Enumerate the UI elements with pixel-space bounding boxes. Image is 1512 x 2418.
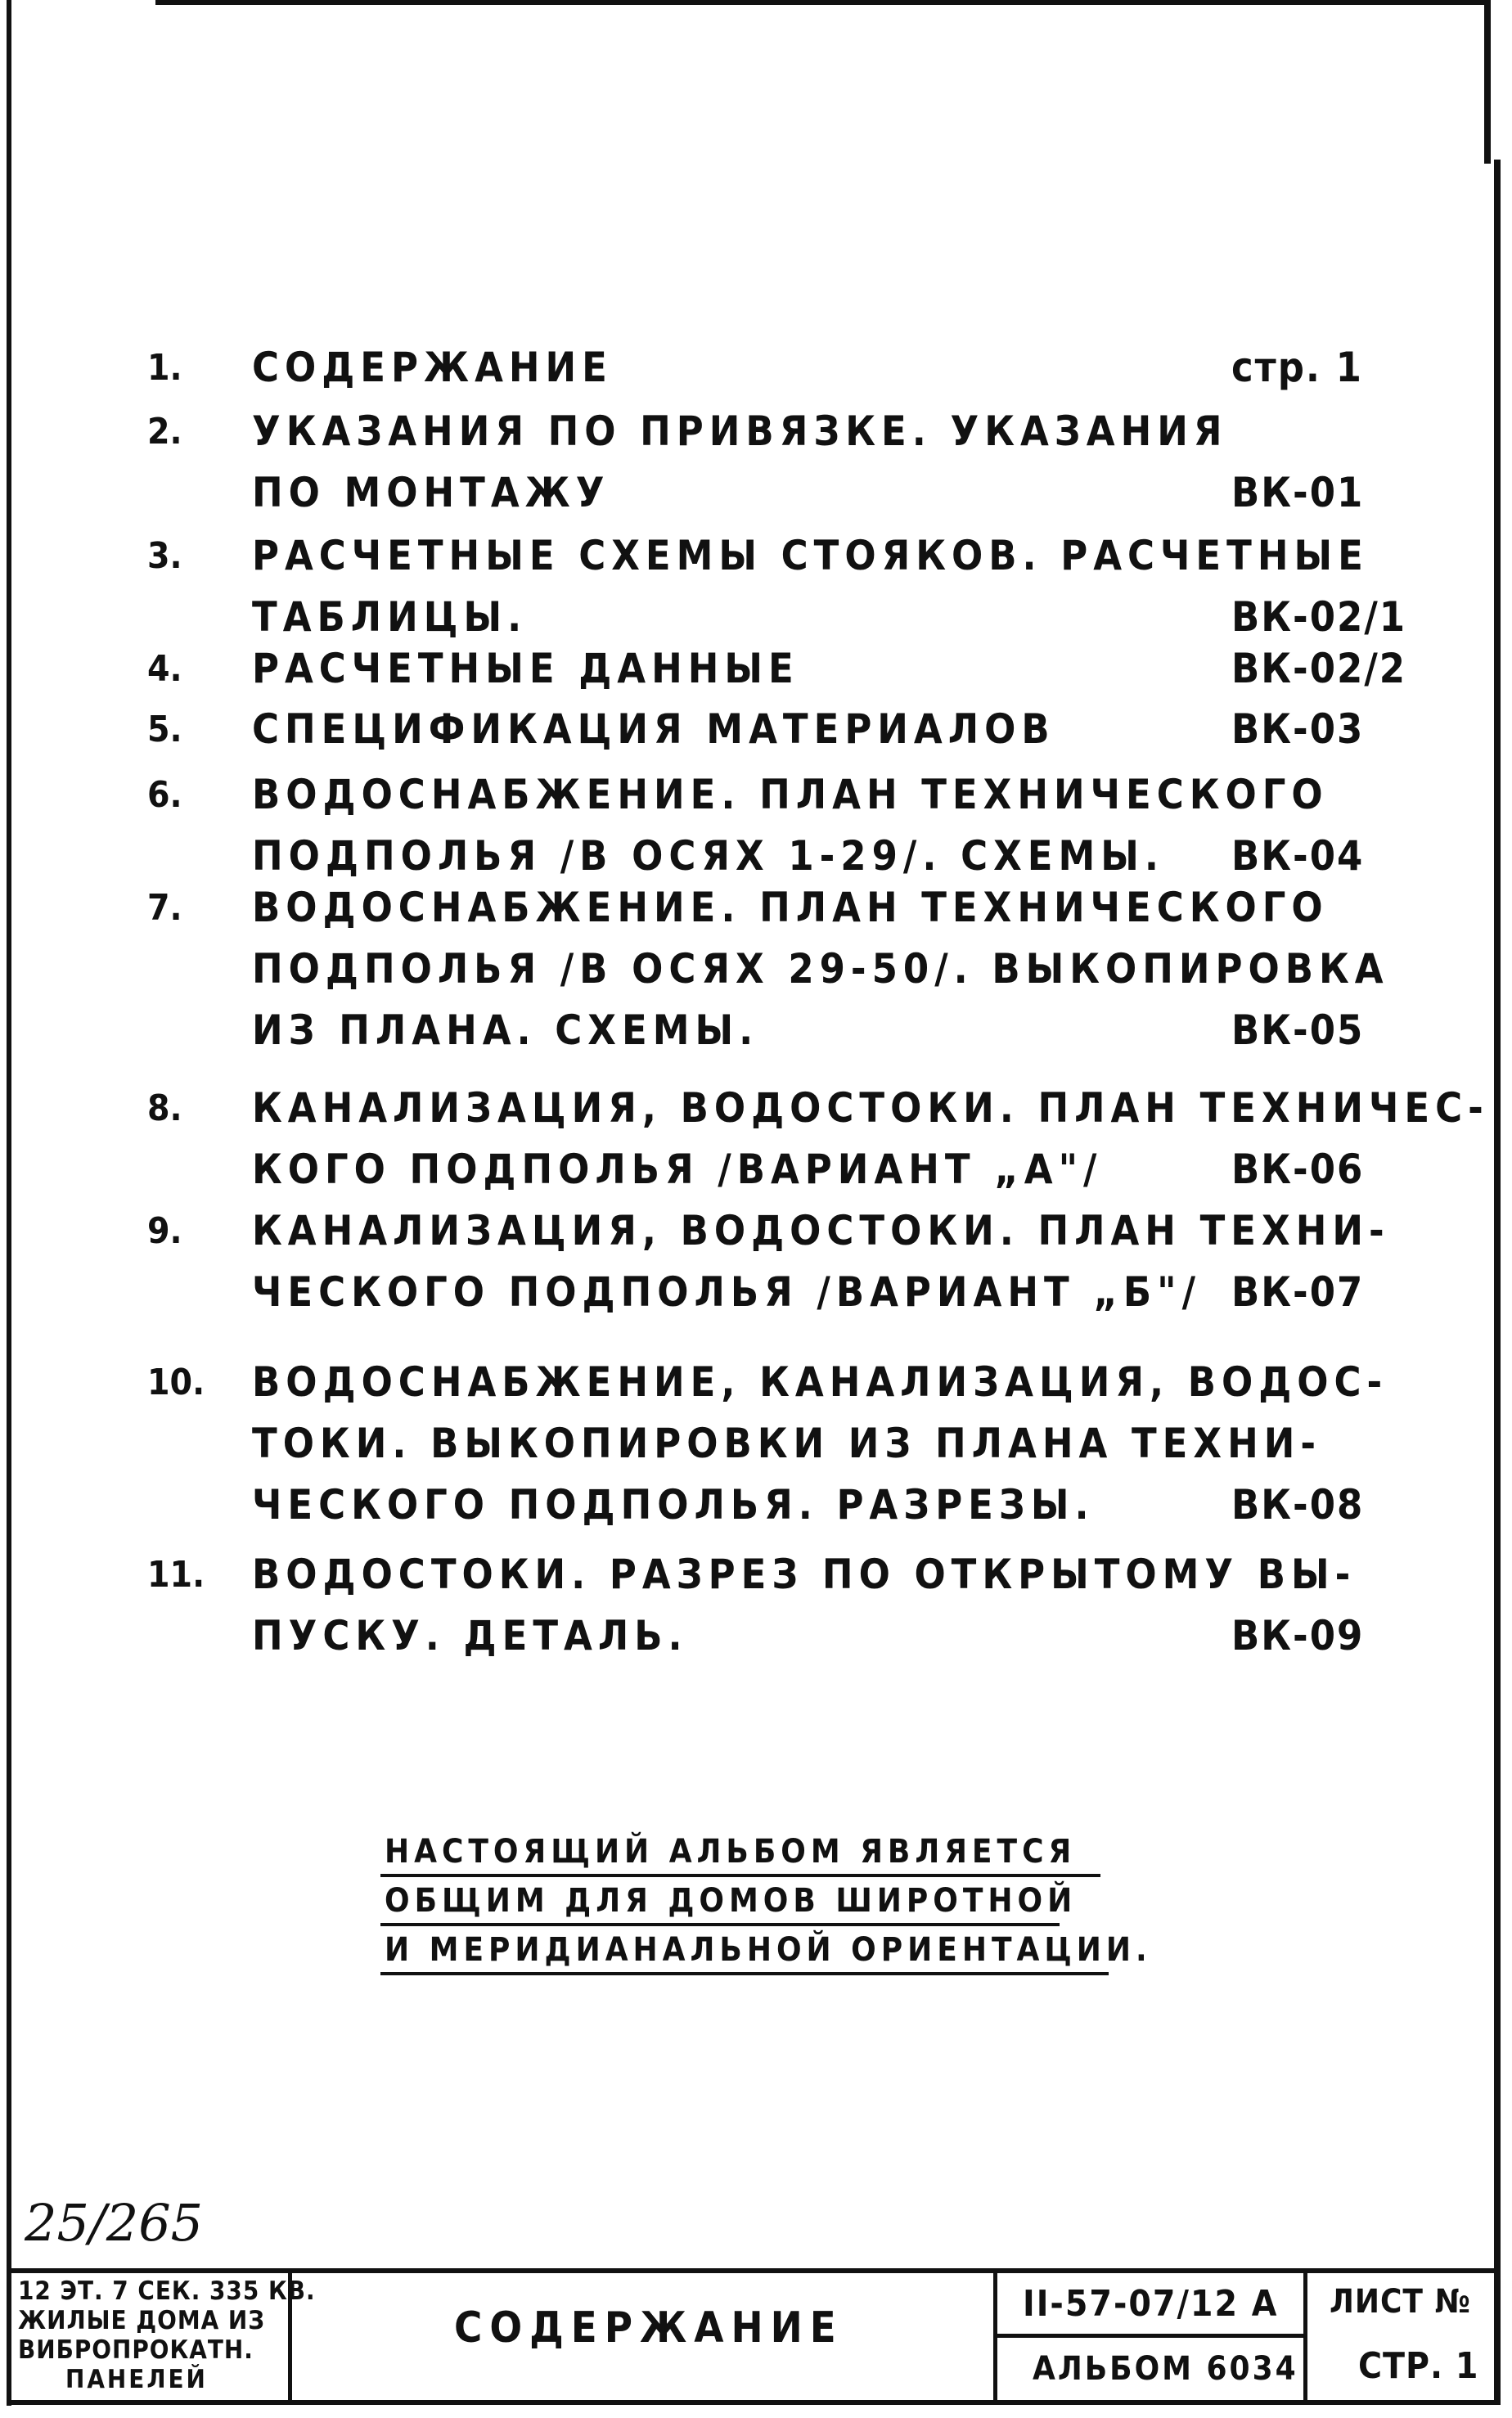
toc-item-sheet-code: ВК-08 [1231,1481,1365,1529]
project-description-line-4: ПАНЕЛЕЙ [65,2365,208,2394]
album-note-line: ОБЩИМ ДЛЯ ДОМОВ ШИРОТНОЙ [385,1882,1078,1920]
toc-item-sheet-code: ВК-06 [1231,1146,1365,1193]
toc-item-number: 11. [147,1554,205,1596]
toc-item-number: 10. [147,1362,205,1403]
toc-item-number: 6. [147,774,182,816]
frame-top-line [155,0,1489,5]
frame-right-line-upper [1484,0,1491,164]
sheet-number-value: СТР. 1 [1358,2345,1479,2387]
toc-item-sheet-code: ВК-03 [1231,705,1365,753]
document-code: II-57-07/12 А [1023,2283,1279,2325]
toc-item-sheet-code: ВК-02/2 [1231,645,1407,692]
toc-item-number: 2. [147,411,182,453]
toc-item-title-line: ИЗ ПЛАНА. СХЕМЫ. [252,1006,759,1054]
toc-item-title-line: ТОКИ. ВЫКОПИРОВКИ ИЗ ПЛАНА ТЕХНИ- [252,1420,1322,1467]
project-description-line-2: ЖИЛЫЕ ДОМА ИЗ [18,2306,266,2335]
album-note-underline [380,1972,1109,1975]
toc-item-number: 9. [147,1210,182,1252]
toc-item-number: 8. [147,1087,182,1129]
toc-item-number: 7. [147,887,182,929]
album-note-underline [380,1923,1060,1926]
toc-item-title-line: КАНАЛИЗАЦИЯ, ВОДОСТОКИ. ПЛАН ТЕХНИЧЕС- [252,1084,1489,1132]
toc-item-title-line: ЧЕСКОГО ПОДПОЛЬЯ /ВАРИАНТ „Б"/ [252,1268,1202,1316]
toc-item-sheet-code: ВК-02/1 [1231,593,1407,641]
album-note-line: НАСТОЯЩИЙ АЛЬБОМ ЯВЛЯЕТСЯ [385,1833,1077,1871]
toc-item-title-line: ВОДОСНАБЖЕНИЕ, КАНАЛИЗАЦИЯ, ВОДОС- [252,1358,1388,1406]
toc-item-sheet-code: ВК-09 [1231,1612,1365,1659]
toc-item-sheet-code: ВК-07 [1231,1268,1365,1316]
album-note-underline [380,1874,1100,1877]
handwritten-inventory-number: 25/265 [25,2193,204,2253]
frame-right-line [1494,160,1501,2402]
toc-item-title-line: ПО МОНТАЖУ [252,469,610,516]
toc-item-number: 1. [147,347,182,389]
toc-item-title-line: ВОДОСНАБЖЕНИЕ. ПЛАН ТЕХНИЧЕСКОГО [252,884,1329,931]
toc-item-title-line: ПОДПОЛЬЯ /В ОСЯХ 29-50/. ВЫКОПИРОВКА [252,945,1389,993]
toc-item-title-line: КАНАЛИЗАЦИЯ, ВОДОСТОКИ. ПЛАН ТЕХНИ- [252,1207,1390,1254]
toc-item-title-line: РАСЧЕТНЫЕ ДАННЫЕ [252,645,799,692]
toc-item-title-line: ЧЕСКОГО ПОДПОЛЬЯ. РАЗРЕЗЫ. [252,1481,1095,1529]
toc-item-title-line: ПУСКУ. ДЕТАЛЬ. [252,1612,688,1659]
toc-item-sheet-code: ВК-05 [1231,1006,1365,1054]
toc-item-sheet-code: стр. 1 [1231,344,1363,391]
frame-bottom-line [7,2400,1501,2405]
sheet-title: СОДЕРЖАНИЕ [454,2303,844,2353]
album-note-line: И МЕРИДИАНАЛЬНОЙ ОРИЕНТАЦИИ. [385,1931,1152,1969]
toc-item-number: 5. [147,709,182,750]
project-description-line-1: 12 ЭТ. 7 СЕК. 335 КВ. [18,2276,316,2306]
toc-item-title-line: СПЕЦИФИКАЦИЯ МАТЕРИАЛОВ [252,705,1055,753]
album-number: АЛЬБОМ 6034 [1033,2350,1298,2388]
frame-left-line [7,0,11,2406]
project-description-line-3: ВИБРОПРОКАТН. [18,2335,254,2365]
toc-item-title-line: ВОДОСТОКИ. РАЗРЕЗ ПО ОТКРЫТОМУ ВЫ- [252,1551,1357,1598]
toc-item-number: 4. [147,648,182,690]
sheet-number-label: ЛИСТ № [1330,2283,1471,2321]
toc-item-title-line: УКАЗАНИЯ ПО ПРИВЯЗКЕ. УКАЗАНИЯ [252,408,1228,455]
toc-item-title-line: ТАБЛИЦЫ. [252,593,528,641]
toc-item-sheet-code: ВК-01 [1231,469,1365,516]
toc-item-title-line: СОДЕРЖАНИЕ [252,344,613,391]
toc-item-title-line: ПОДПОЛЬЯ /В ОСЯХ 1-29/. СХЕМЫ. [252,832,1164,880]
toc-item-title-line: КОГО ПОДПОЛЬЯ /ВАРИАНТ „А"/ [252,1146,1103,1193]
toc-item-number: 3. [147,535,182,577]
title-block-top-line [7,2268,1501,2273]
toc-item-sheet-code: ВК-04 [1231,832,1365,880]
toc-item-title-line: ВОДОСНАБЖЕНИЕ. ПЛАН ТЕХНИЧЕСКОГО [252,771,1329,818]
toc-item-title-line: РАСЧЕТНЫЕ СХЕМЫ СТОЯКОВ. РАСЧЕТНЫЕ [252,532,1369,579]
title-block-mid-line [993,2334,1307,2338]
